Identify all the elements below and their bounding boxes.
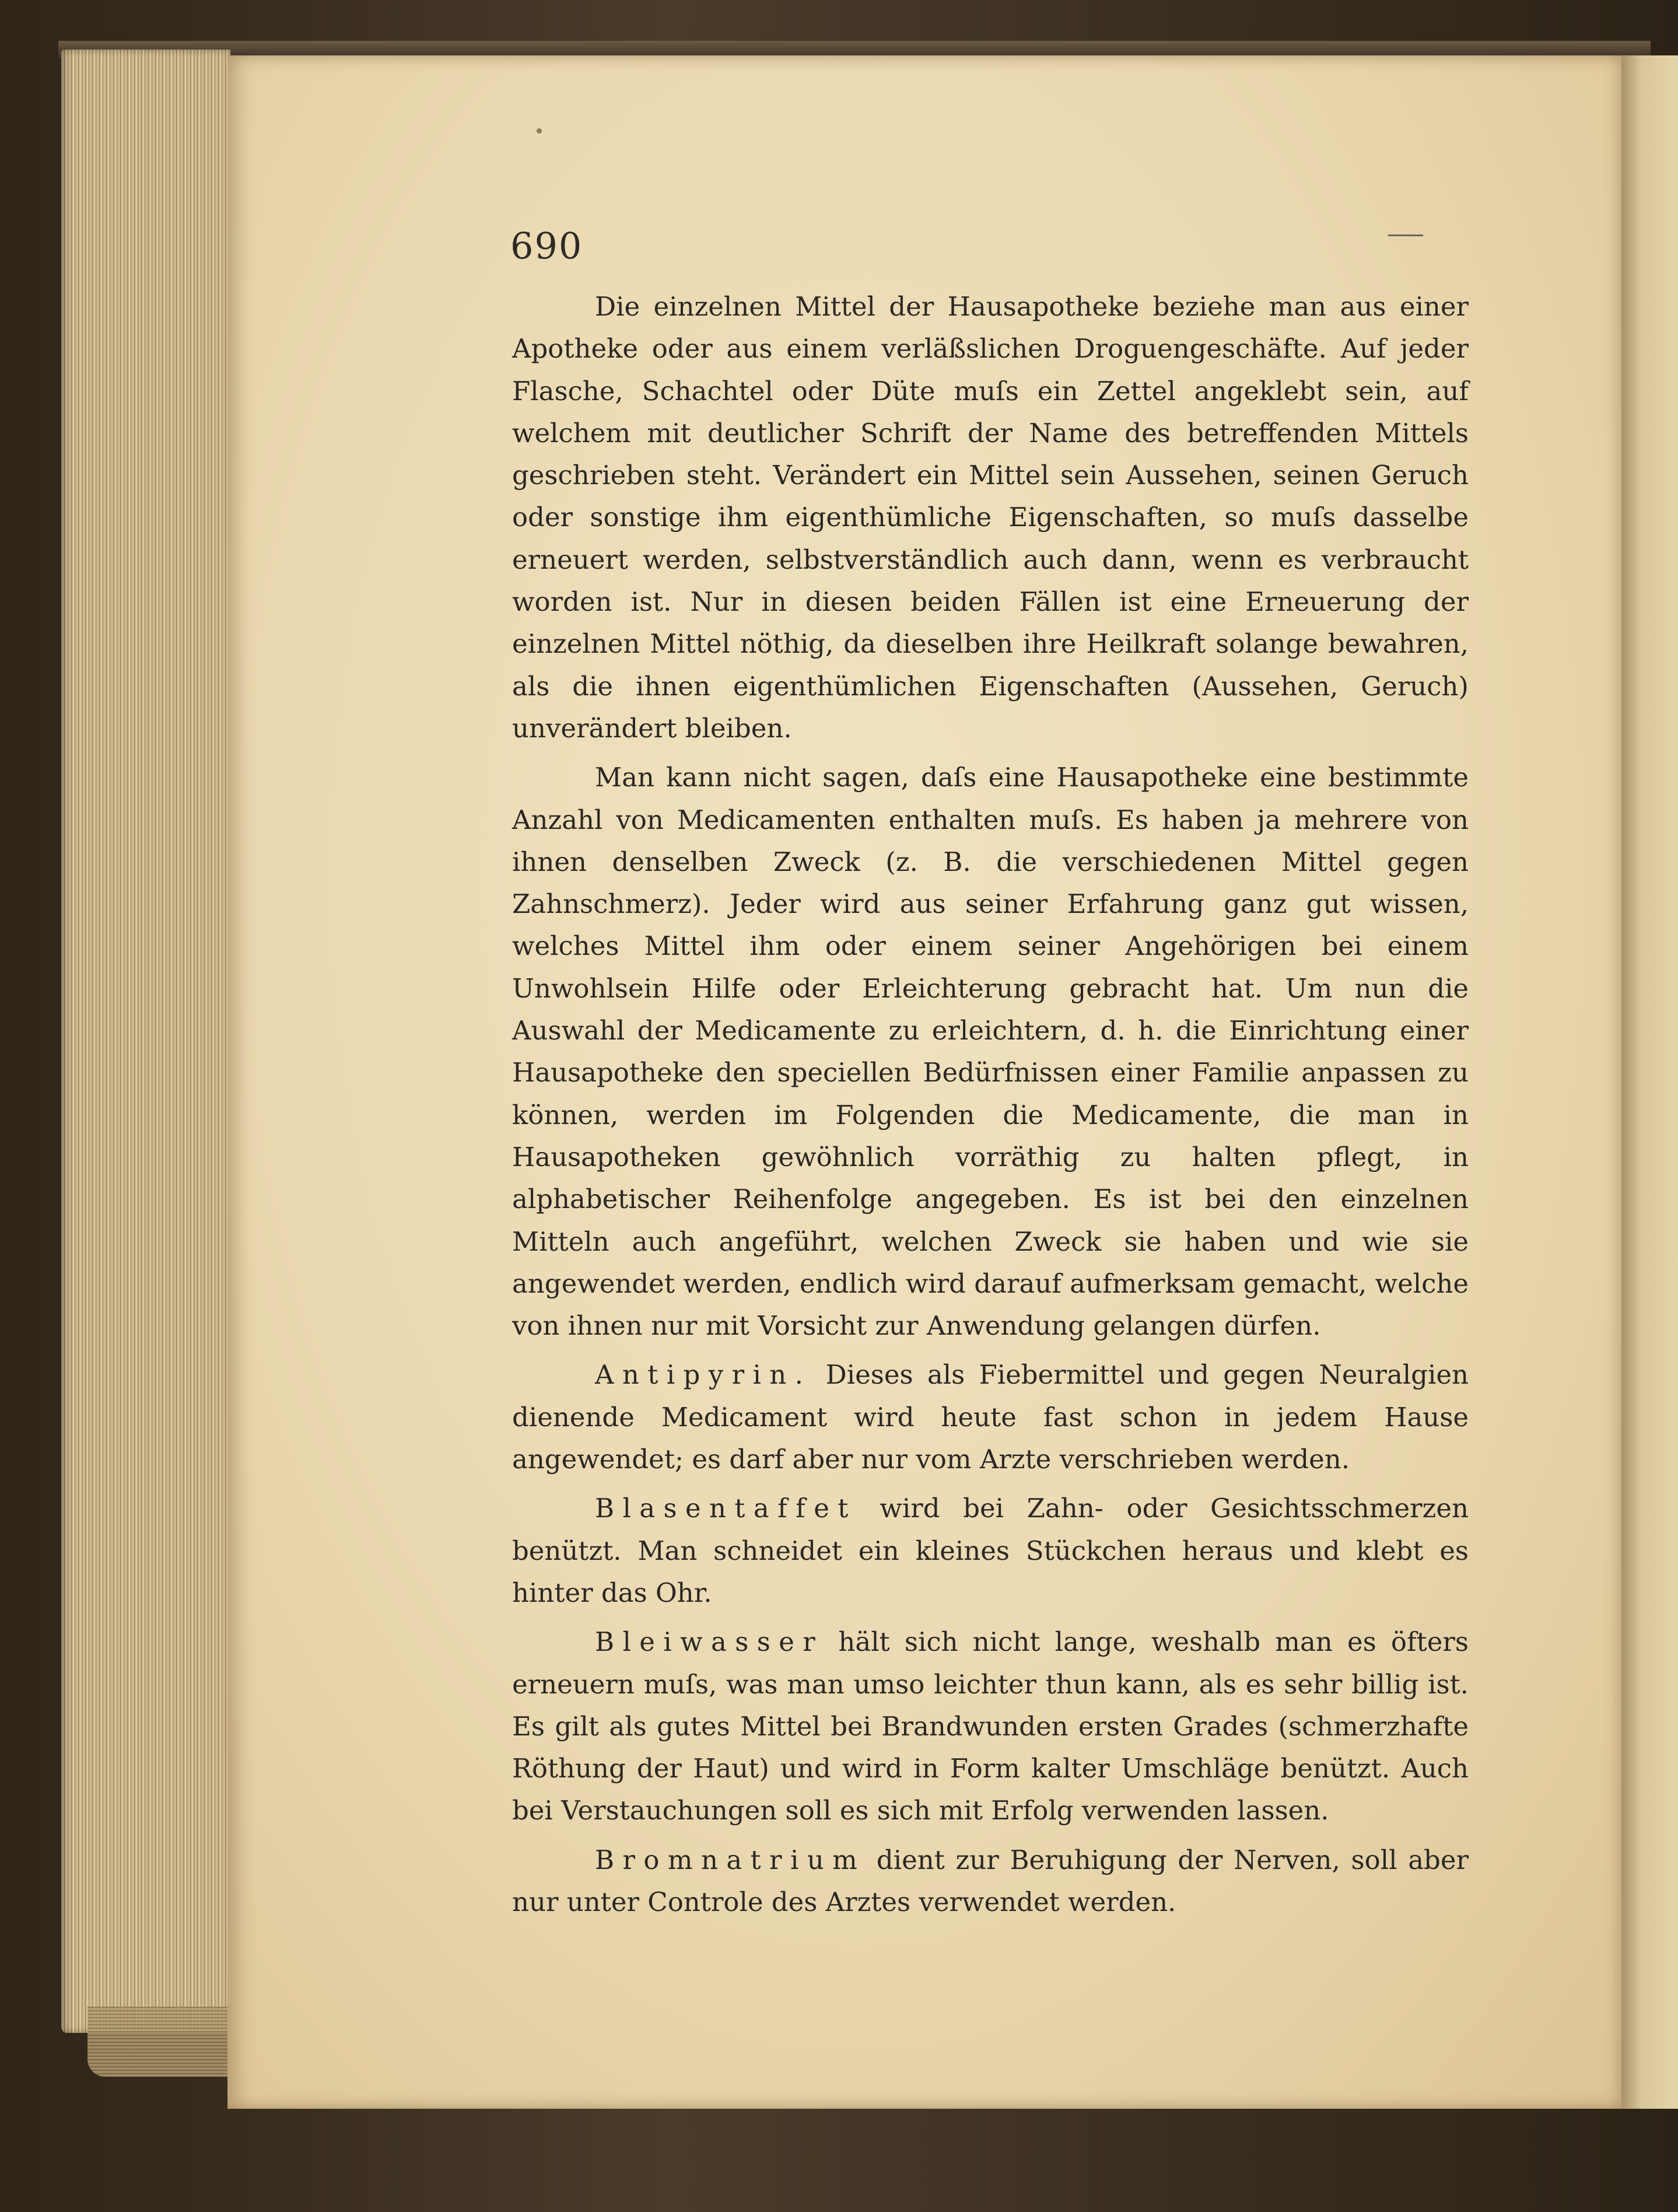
header-mark [1388, 235, 1423, 236]
entry-term: Blasentaffet [595, 1493, 857, 1524]
page-stack-bottom [87, 2007, 230, 2077]
page-stack-edge [61, 50, 230, 2033]
paper-speck [537, 128, 542, 134]
paragraph [512, 1354, 1469, 1480]
paragraph-text: hält sich nicht lange, weshalb man es öfters erneuern muſs, was man umso leichter thun kann, als es sehr billig ist. Es gilt als gutes Mittel bei Brandwunden ersten Grades (schmerzhafte Röthung der Haut) und wird in Form kalter Umschläge benützt. Auch bei Verstauchungen soll es sich mit Erfolg verwenden lassen. [512, 1626, 1469, 1826]
paragraph [512, 1488, 1469, 1614]
paragraph-text: wird bei Zahn- oder Gesichtsschmerzen benützt. Man schneidet ein kleines Stückchen heraus und klebt es hinter das Ohr. [512, 1493, 1469, 1608]
paragraph-text: Die einzelnen Mittel der Hausapotheke beziehe man aus einer Apotheke oder aus einem verläßslichen Droguengeschäfte. Auf jeder Flasche, Schachtel oder Düte muſs ein Zettel angeklebt sein, auf welchem mit deutlicher Schrift der Name des betreffenden Mittels geschrieben steht. Verändert ein Mittel sein Aussehen, seinen Geruch oder sonstige ihm eigenthümliche Eigenschaften, so muſs dasselbe erneuert werden, selbstverständlich auch dann, wenn es verbraucht worden ist. Nur in diesen beiden Fällen ist eine Erneuerung der einzelnen Mittel nöthig, da dieselben ihre Heilkraft solange bewahren, als die ihnen eigenthümlichen Eigenschaften (Aussehen, Geruch) unverändert bleiben. [512, 291, 1469, 744]
entry-term: Bromnatrium [595, 1844, 866, 1875]
entry-term: Bleiwasser [595, 1626, 824, 1658]
page-number: 690 [510, 225, 583, 267]
adjacent-page [1621, 55, 1678, 2109]
page-text [512, 286, 1469, 1930]
paragraph [512, 286, 1469, 750]
paragraph [512, 757, 1469, 1347]
paragraph [512, 1621, 1469, 1832]
paragraph-text: dient zur Beruhigung der Nerven, soll aber nur unter Controle des Arztes verwendet werden. [512, 1844, 1469, 1917]
paragraph-text: Man kann nicht sagen, daſs eine Hausapotheke eine bestimmte Anzahl von Medicamenten enthalten muſs. Es haben ja mehrere von ihnen denselben Zweck (z. B. die verschiedenen Mittel gegen Zahnschmerz). Jeder wird aus seiner Erfahrung ganz gut wissen, welches Mittel ihm oder einem seiner Angehörigen bei einem Unwohlsein Hilfe oder Erleichterung gebracht hat. Um nun die Auswahl der Medicamente zu erleichtern, d. h. die Einrichtung einer Hausapotheke den speciellen Bedürfnissen einer Familie anpassen zu können, werden im Folgenden die Medicamente, die man in Hausapotheken gewöhnlich vorräthig zu halten pflegt, in alphabetischer Reihenfolge angegeben. Es ist bei den einzelnen Mitteln auch angeführt, welchen Zweck sie haben und wie sie angewendet werden, endlich wird darauf aufmerksam gemacht, welche von ihnen nur mit Vorsicht zur Anwendung gelangen dürfen. [512, 762, 1469, 1342]
paragraph [512, 1839, 1469, 1924]
entry-term: Antipyrin. [595, 1359, 812, 1391]
paragraph-text: Dieses als Fiebermittel und gegen Neuralgien dienende Medicament wird heute fast schon in jedem Hause angewendet; es darf aber nur vom Arzte verschrieben werden. [512, 1359, 1469, 1475]
